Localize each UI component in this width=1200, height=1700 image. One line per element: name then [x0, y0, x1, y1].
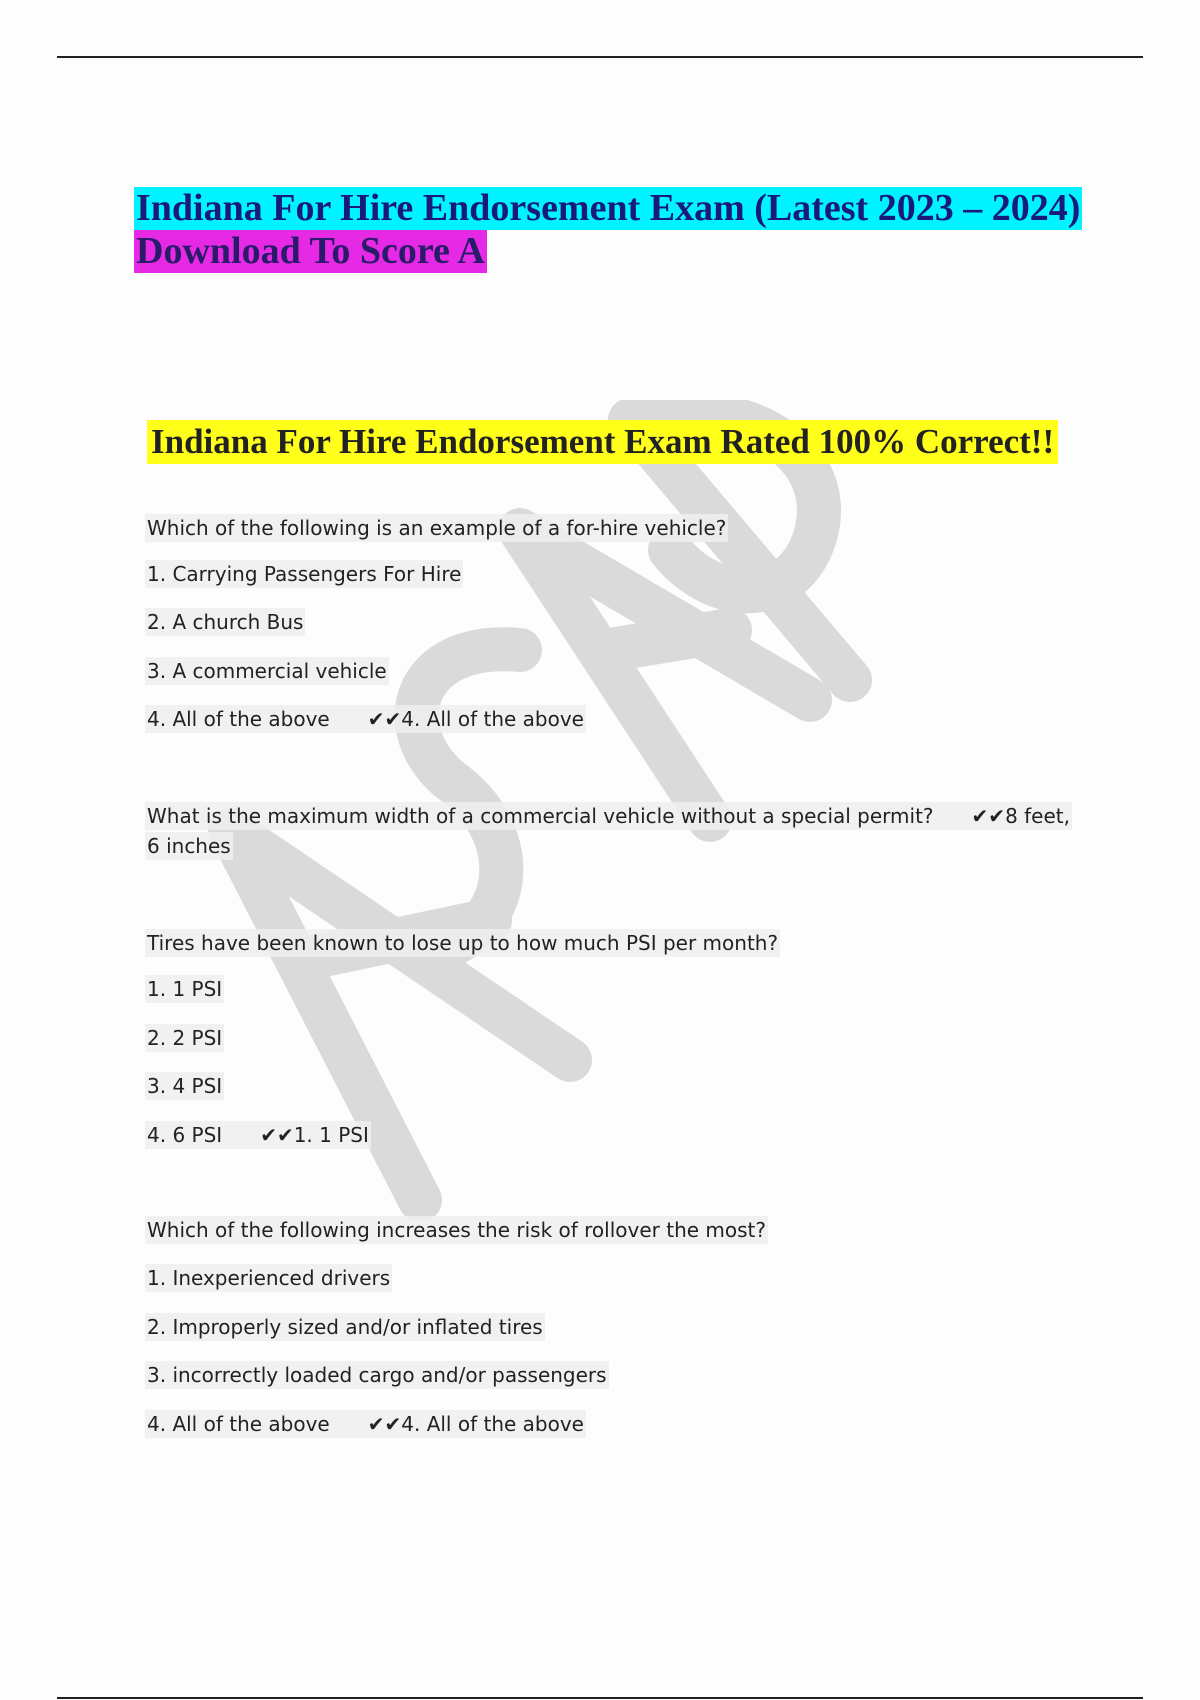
question-4-option-2: 2. Improperly sized and/or inflated tires: [147, 1315, 543, 1339]
bottom-rule: [57, 1697, 1143, 1699]
question-2-answer-part2: 6 inches: [147, 834, 231, 858]
question-1-option-3: 3. A commercial vehicle: [147, 659, 387, 683]
title-line-2: Download To Score A: [136, 230, 485, 272]
question-2-prompt: What is the maximum width of a commercial vehicle without a special permit? ✔✔8 feet,: [147, 804, 1070, 828]
question-4-option-4: 4. All of the above ✔✔4. All of the above: [147, 1412, 584, 1436]
question-4-option-1: 1. Inexperienced drivers: [147, 1266, 391, 1290]
question-2-answer-part1: ✔✔8 feet,: [971, 804, 1070, 828]
question-3-answer: ✔✔1. 1 PSI: [260, 1123, 369, 1147]
question-1-option-1: 1. Carrying Passengers For Hire: [147, 562, 462, 586]
question-3-option-2: 2. 2 PSI: [147, 1026, 223, 1050]
question-3-option-1: 1. 1 PSI: [147, 977, 223, 1001]
question-4-answer: ✔✔4. All of the above: [367, 1412, 584, 1436]
question-1-option-2: 2. A church Bus: [147, 610, 304, 634]
question-1-prompt: Which of the following is an example of a for-hire vehicle?: [147, 516, 727, 540]
question-1-option-4: 4. All of the above ✔✔4. All of the above: [147, 707, 584, 731]
top-rule: [57, 56, 1143, 58]
question-4-prompt: Which of the following increases the risk of rollover the most?: [147, 1218, 767, 1242]
question-4-option-3: 3. incorrectly loaded cargo and/or passengers: [147, 1363, 607, 1387]
question-3-option-4: 4. 6 PSI ✔✔1. 1 PSI: [147, 1123, 369, 1147]
title-line-1: Indiana For Hire Endorsement Exam (Latest 2023 – 2024): [136, 187, 1081, 229]
question-1-answer: ✔✔4. All of the above: [367, 707, 584, 731]
document-title: [134, 187, 1094, 273]
question-3-prompt: Tires have been known to lose up to how much PSI per month?: [147, 931, 779, 955]
exam-subtitle: Indiana For Hire Endorsement Exam Rated 100% Correct!!: [147, 420, 1058, 464]
question-3-option-3: 3. 4 PSI: [147, 1074, 223, 1098]
